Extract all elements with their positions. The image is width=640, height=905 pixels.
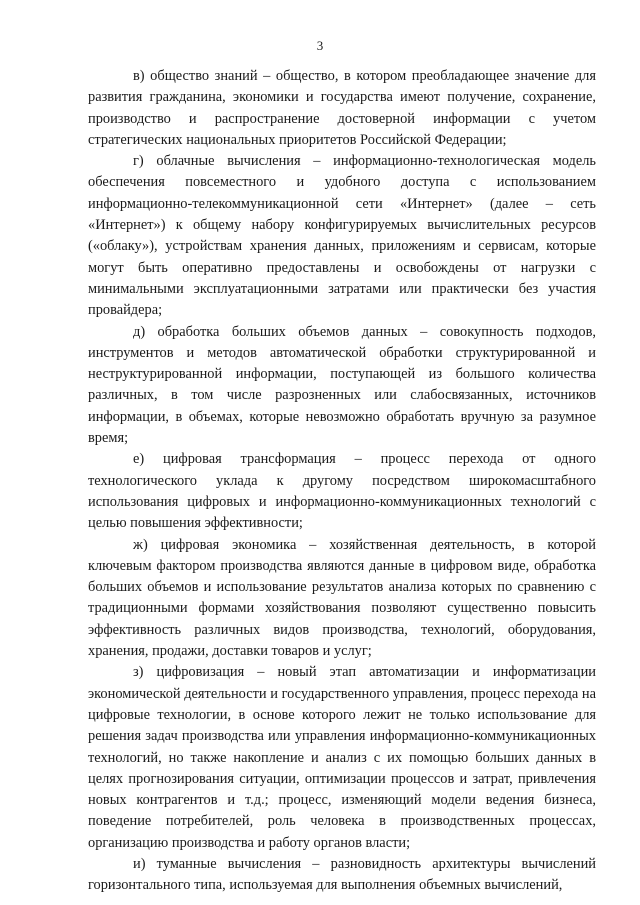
paragraph-e-digital-transformation: е) цифровая трансформация – процесс перехода от одного технологического уклада к другому посредством широкомасштабного использования цифровых и информационно-коммуникационных технологий с целью повышения эффективности;: [88, 451, 596, 532]
paragraph-d-big-data-processing: д) обработка больших объемов данных – совокупность подходов, инструментов и методов автоматической обработки структурированной и неструктурированной информации, поступающей из большого количества различных, в том числе разрозненных или слабосвязанных, источников информации, в объемах, которые невозможно обработать вручную за разумное время;: [88, 323, 596, 447]
paragraph-i-fog-computing: и) туманные вычисления – разновидность архитектуры вычислений горизонтального типа, используемая для выполнения объемных вычислений,: [88, 855, 596, 894]
paragraph-zh-digital-economy: ж) цифровая экономика – хозяйственная деятельность, в которой ключевым фактором производства являются данные в цифровом виде, обработка больших объемов и использование результатов анализа которых по сравнению с традиционными формами хозяйствования позволяют существенно повысить эффективность различных видов производства, технологий, оборудования, хранения, продажи, доставки товаров и услуг;: [88, 536, 596, 660]
page-number: 3: [316, 38, 324, 53]
paragraph-z-digitalization: з) цифровизация – новый этап автоматизации и информатизации экономической деятельности и государственного управления, процесс перехода на цифровые технологии, в основе которого лежит не только использование для решения задач производства или управления информационно-коммуникационных технологий, но также накопление и анализ с их помощью больших данных в целях прогнозирования ситуации, оптимизации процессов и затрат, привлечения новых контрагентов и т.д.; процесс, изменяющий модели ведения бизнеса, поведение потребителей, роль человека в производственных процессах, организацию производства и работу органов власти;: [88, 664, 596, 851]
paragraph-g-cloud-computing: г) облачные вычисления – информационно-технологическая модель обеспечения повсеместного и удобного доступа с использованием информационно-телекоммуникационной сети «Интернет» (далее – сеть «Интернет») к общему набору конфигурируемых вычислительных ресурсов («облаку»), устройствам хранения данных, приложениям и сервисам, которые могут быть оперативно предоставлены и освобождены от нагрузки с минимальными эксплуатационными затратами или практически без участия провайдера;: [88, 153, 596, 319]
document-body: [88, 66, 596, 897]
paragraph-v-knowledge-society: в) общество знаний – общество, в котором преобладающее значение для развития гражданина, экономики и государства имеют получение, сохранение, производство и распространение достоверной информации с учетом стратегических национальных приоритетов Российской Федерации;: [88, 68, 596, 148]
